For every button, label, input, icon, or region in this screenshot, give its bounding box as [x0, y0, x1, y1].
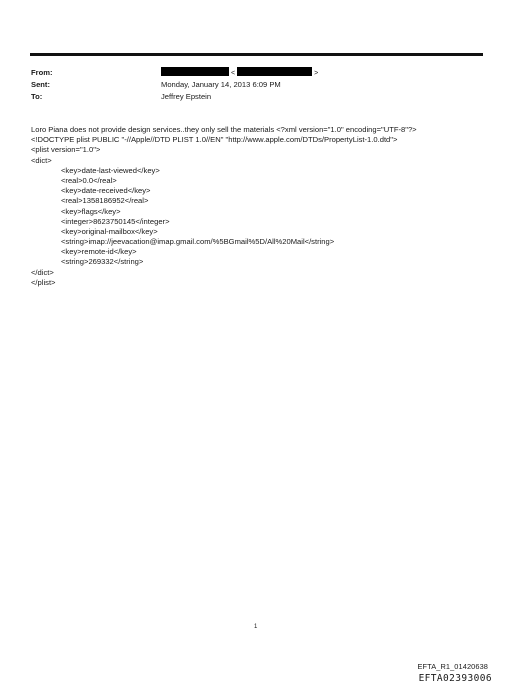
- body-line: <!DOCTYPE plist PUBLIC "-//Apple//DTD PLIST 1.0//EN" "http://www.apple.com/DTDs/PropertyList-1.0.dtd">: [31, 135, 398, 145]
- body-line: <key>flags</key>: [61, 206, 121, 216]
- redaction-block: [161, 67, 229, 76]
- email-header: [31, 67, 471, 103]
- to-label: To:: [31, 92, 43, 101]
- body-line: <plist version="1.0">: [31, 145, 101, 155]
- from-bracket-open: <: [231, 70, 236, 77]
- body-line: </dict>: [31, 267, 54, 277]
- redaction-block: [237, 67, 312, 76]
- to-value: Jeffrey Epstein: [161, 92, 212, 101]
- to-row: [31, 91, 471, 103]
- body-line: </plist>: [31, 277, 56, 287]
- body-line: <real>0.0</real>: [61, 175, 117, 185]
- body-line: <string>269332</string>: [61, 257, 144, 267]
- body-line: <real>1358186952</real>: [61, 196, 149, 206]
- body-line: <key>date-last-viewed</key>: [61, 165, 160, 175]
- body-line: <key>original-mailbox</key>: [61, 226, 158, 236]
- from-label: From:: [31, 68, 53, 77]
- email-body: [31, 125, 491, 288]
- body-line: <key>date-received</key>: [61, 186, 151, 196]
- sent-label: Sent:: [31, 80, 50, 89]
- sent-row: [31, 79, 471, 91]
- body-line: <string>imap://jeevacation@imap.gmail.com/%5BGmail%5D/All%20Mail</string>: [61, 237, 335, 247]
- sent-value: Monday, January 14, 2013 6:09 PM: [161, 80, 281, 89]
- document-id-secondary: EFTA02393006: [418, 673, 492, 684]
- from-row: [31, 67, 471, 79]
- from-bracket-close: >: [314, 70, 319, 77]
- page-number: 1: [254, 624, 258, 630]
- body-line: <key>remote-id</key>: [61, 247, 137, 257]
- body-line: Loro Piana does not provide design services..they only sell the materials <?xml version="1.0" encoding="UTF-8"?>: [31, 125, 417, 134]
- document-id-primary: EFTA_R1_01420638: [417, 662, 488, 671]
- body-line: <dict>: [31, 155, 52, 165]
- header-rule: [30, 53, 483, 56]
- body-line: <integer>8623750145</integer>: [61, 216, 170, 226]
